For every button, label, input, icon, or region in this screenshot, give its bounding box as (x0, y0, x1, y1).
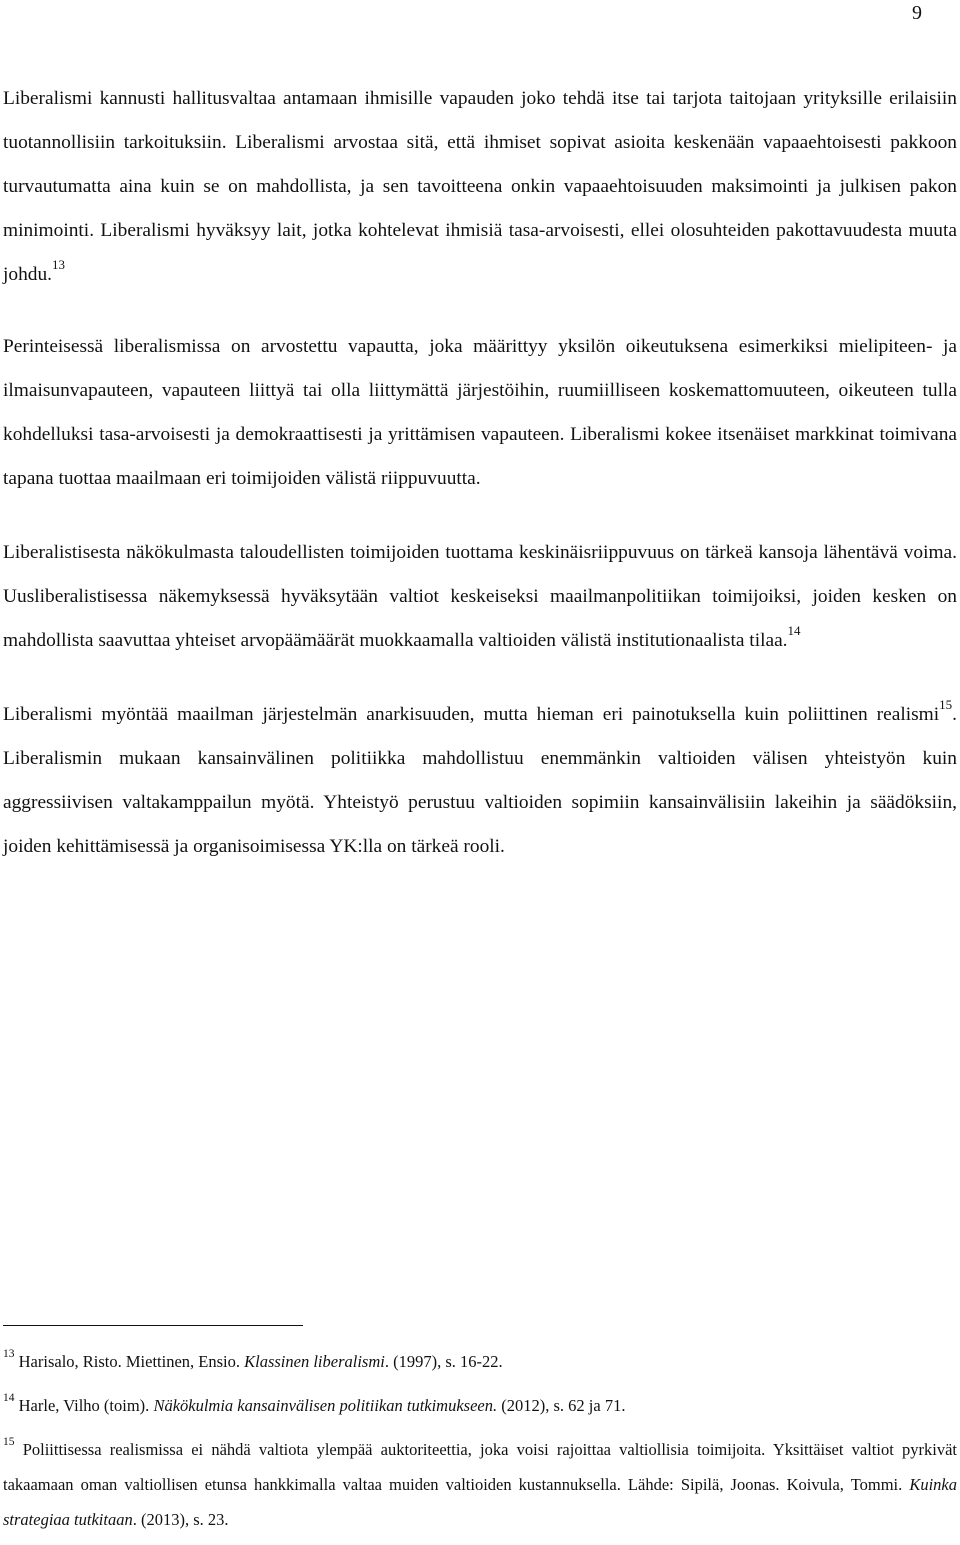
footnote-number: 15 (3, 1435, 15, 1448)
footnote-15 (3, 1432, 957, 1537)
footnote-text: . (1997), s. 16-22. (384, 1352, 503, 1371)
footnote-number: 14 (3, 1391, 15, 1404)
footnote-ref-14[interactable]: 14 (787, 622, 801, 638)
footnote-ref-13[interactable]: 13 (52, 256, 66, 272)
paragraph-text: . Liberalismin mukaan kansainvälinen politiikka mahdollistuu enemmänkin valtioiden välisen yhteistyön kuin aggressiivisen valtakamppailun myötä. Yhteistyö perustuu valtioiden sopimiin kansainvälisiin lakeihin ja säädöksiin, joiden kehittämisessä ja organisoimisessa YK:lla on tärkeä rooli. (3, 704, 957, 857)
footnote-text: Harle, Vilho (toim). (14, 1396, 154, 1415)
footnote-13 (3, 1344, 957, 1380)
footnote-title: Kuinka strategiaa tutkitaan (3, 1475, 957, 1529)
paragraph-text: Liberalismi kannusti hallitusvaltaa antamaan ihmisille vapauden joko tehdä itse tai tarjota taitojaan yrityksille erilaisiin tuotannollisiin tarkoituksiin. Liberalismi arvostaa sitä, että ihmiset sopivat asioita keskenään vapaaehtoisesti pakkoon turvautumatta aina kuin se on mahdollista, ja sen tavoitteena onkin vapaaehtoisuuden maksimointi ja julkisen pakon minimointi. Liberalismi hyväksyy lait, jotka kohtelevat ihmisiä tasa-arvoisesti, ellei olosuhteiden pakottavuudesta muuta johdu. (3, 88, 957, 285)
footnote-text: (2012), s. 62 ja 71. (497, 1396, 626, 1415)
footnote-14 (3, 1388, 957, 1424)
paragraph-1 (3, 77, 957, 297)
paragraph-4 (3, 693, 957, 869)
footnote-text: Harisalo, Risto. Miettinen, Ensio. (14, 1352, 245, 1371)
page-number: 9 (912, 2, 922, 24)
footnote-text: . (2013), s. 23. (132, 1510, 229, 1529)
footnote-number: 13 (3, 1347, 15, 1360)
footnote-title: Klassinen liberalismi (244, 1352, 385, 1371)
paragraph-2 (3, 325, 957, 501)
paragraph-text: Perinteisessä liberalismissa on arvostettu vapautta, joka määrittyy yksilön oikeutuksena esimerkiksi mielipiteen- ja ilmaisunvapauteen, vapauteen liittyä tai olla liittymättä järjestöihin, ruumiilliseen koskemattomuuteen, oikeuteen tulla kohdelluksi tasa-arvoisesti ja demokraattisesti ja yrittämisen vapauteen. Liberalismi kokee itsenäiset markkinat toimivana tapana tuottaa maailmaan eri toimijoiden välistä riippuvuutta. (3, 336, 957, 489)
paragraph-text: Liberalistisesta näkökulmasta taloudellisten toimijoiden tuottama keskinäisriippuvuus on tärkeä kansoja lähentävä voima. Uusliberalistisessa näkemyksessä hyväksytään valtiot keskeiseksi maailmanpolitiikan toimijoiksi, joiden kesken on mahdollista saavuttaa yhteiset arvopäämäärät muokkaamalla valtioiden välistä institutionaalista tilaa. (3, 542, 957, 651)
footnote-title: Näkökulmia kansainvälisen politiikan tutkimukseen. (153, 1396, 498, 1415)
body-text (3, 77, 957, 897)
footnotes (3, 1344, 957, 1545)
paragraph-text: Liberalismi myöntää maailman järjestelmän anarkisuuden, mutta hieman eri painotuksella kuin poliittinen realismi (3, 704, 940, 725)
footnote-ref-15[interactable]: 15 (939, 696, 953, 712)
footnote-separator (3, 1325, 303, 1326)
paragraph-3 (3, 531, 957, 663)
footnote-text: Poliittisessa realismissa ei nähdä valtiota ylempää auktoriteettia, joka voisi rajoittaa valtiollisia toimijoita. Yksittäiset valtiot pyrkivät takaamaan oman valtiollisen etunsa hankkimalla valtaa muiden valtioiden kustannuksella. Lähde: Sipilä, Joonas. Koivula, Tommi. (3, 1440, 957, 1494)
